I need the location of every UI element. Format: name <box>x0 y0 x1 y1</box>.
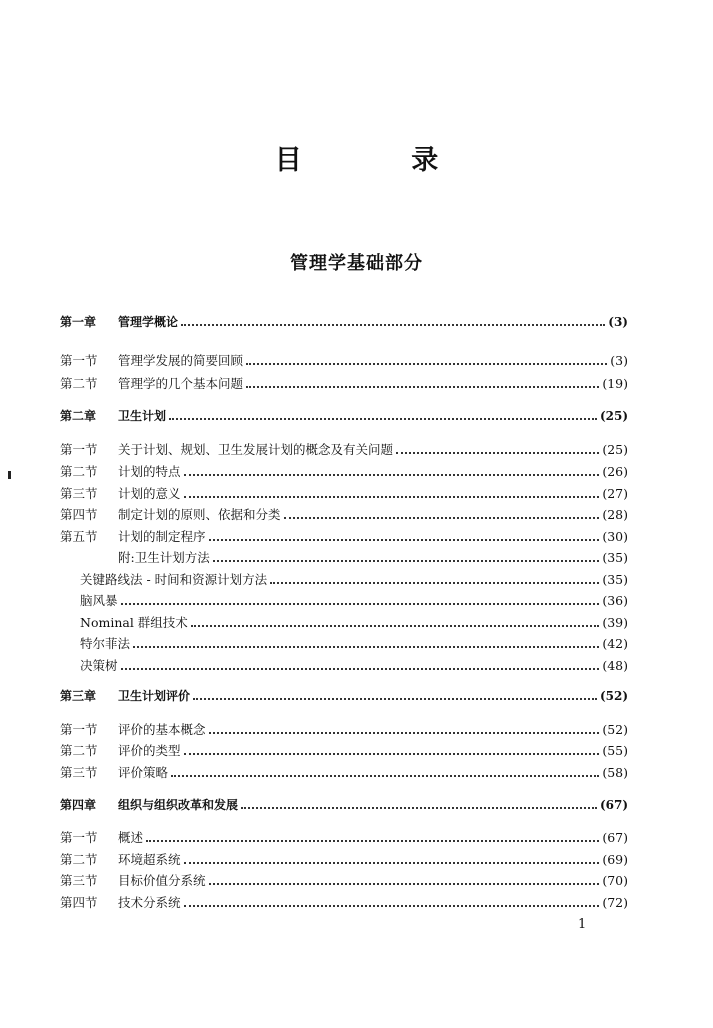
toc-entry-row <box>60 462 628 482</box>
toc-entry-row <box>60 374 628 394</box>
toc-number: 第四节 <box>60 507 98 522</box>
dot-leader <box>169 418 597 420</box>
toc-chapter-row <box>60 312 628 332</box>
dot-leader <box>184 474 600 476</box>
dot-leader <box>184 496 600 498</box>
toc-page-number: (19) <box>602 376 628 391</box>
toc-page-number: (58) <box>602 765 628 780</box>
toc-title: Nominal 群组技术 <box>80 615 188 630</box>
page-title: 目 录 <box>274 145 489 176</box>
toc-title: 脑风暴 <box>80 593 118 608</box>
toc-entry-row <box>60 570 628 590</box>
toc-entry-row <box>60 505 628 525</box>
toc-entry-row <box>60 634 628 654</box>
toc-title: 制定计划的原则、依据和分类 <box>118 507 281 522</box>
toc-title: 评价的基本概念 <box>118 722 206 737</box>
toc-page-number: (28) <box>602 507 628 522</box>
toc-title: 附:卫生计划方法 <box>118 550 210 565</box>
toc-title: 评价策略 <box>118 765 169 780</box>
toc-page-number: (25) <box>599 409 628 423</box>
toc-page-number: (35) <box>602 550 628 565</box>
dot-leader <box>270 582 599 584</box>
toc-entry-row <box>60 484 628 504</box>
toc-page-number: (35) <box>602 572 628 587</box>
toc-title: 组织与组织改革和发展 <box>118 798 239 812</box>
dot-leader <box>184 905 600 907</box>
toc-page-number: (3) <box>608 315 628 329</box>
toc-number: 第一节 <box>60 830 98 845</box>
toc-page-number: (72) <box>602 895 628 910</box>
toc-title: 计划的意义 <box>118 486 181 501</box>
toc-entry-row <box>60 720 628 740</box>
dot-leader <box>184 753 600 755</box>
toc-number: 第五节 <box>60 529 98 544</box>
toc-title: 决策树 <box>80 658 118 673</box>
toc-title: 管理学的几个基本问题 <box>118 376 244 391</box>
toc-number: 第一节 <box>60 722 98 737</box>
page-number: 1 <box>578 917 587 932</box>
toc-page-number: (67) <box>602 830 628 845</box>
toc-entry-row <box>60 591 628 611</box>
toc-entry-row <box>60 656 628 676</box>
toc-title: 评价的类型 <box>118 743 181 758</box>
toc-number: 第一节 <box>60 442 98 457</box>
dot-leader <box>193 698 597 700</box>
toc-page-number: (70) <box>602 873 628 888</box>
toc-number: 第四节 <box>60 895 98 910</box>
toc-entry-row <box>60 440 628 460</box>
toc-chapter-row <box>60 406 628 426</box>
toc-number: 第四章 <box>60 798 97 812</box>
toc-number: 第二节 <box>60 464 98 479</box>
toc-page-number: (52) <box>599 689 628 703</box>
section-title: 管理学基础部分 <box>290 253 423 274</box>
toc-number: 第一章 <box>60 315 97 329</box>
toc-page-number: (26) <box>602 464 628 479</box>
toc-page-number: (39) <box>602 615 628 630</box>
toc-title: 计划的制定程序 <box>118 529 206 544</box>
toc-page-number: (42) <box>602 636 628 651</box>
toc-entry-row <box>60 893 628 913</box>
toc-page-number: (67) <box>599 798 628 812</box>
toc-entry-row <box>60 351 628 371</box>
toc-page-number: (30) <box>602 529 628 544</box>
toc-page-number: (3) <box>610 353 628 368</box>
dot-leader <box>181 324 605 326</box>
dot-leader <box>209 539 600 541</box>
toc-page-number: (25) <box>602 442 628 457</box>
toc-title: 管理学概论 <box>118 315 179 329</box>
toc-number: 第二章 <box>60 409 97 423</box>
toc-chapter-row <box>60 795 628 815</box>
dot-leader <box>284 517 600 519</box>
dot-leader <box>246 386 599 388</box>
toc-title: 目标价值分系统 <box>118 873 206 888</box>
toc-page-number: (69) <box>602 852 628 867</box>
toc-number: 第三节 <box>60 765 98 780</box>
dot-leader <box>133 646 599 648</box>
toc-entry-row <box>60 828 628 848</box>
toc-title: 管理学发展的简要回顾 <box>118 353 244 368</box>
toc-page-number: (55) <box>602 743 628 758</box>
toc-number: 第三章 <box>60 689 97 703</box>
toc-number: 第二节 <box>60 376 98 391</box>
toc-entry-row <box>60 527 628 547</box>
dot-leader <box>146 840 599 842</box>
toc-title: 关键路线法 - 时间和资源计划方法 <box>80 572 268 587</box>
toc-page-number: (48) <box>602 658 628 673</box>
toc-page-number: (27) <box>602 486 628 501</box>
toc-entry-row <box>60 613 628 633</box>
toc-number: 第二节 <box>60 743 98 758</box>
toc-title: 卫生计划评价 <box>118 689 191 703</box>
toc-page-number: (36) <box>602 593 628 608</box>
toc-page-number: (52) <box>602 722 628 737</box>
dot-leader <box>246 363 607 365</box>
dot-leader <box>241 807 597 809</box>
dot-leader <box>191 625 600 627</box>
dot-leader <box>209 883 600 885</box>
toc-chapter-row <box>60 686 628 706</box>
toc-title: 环境超系统 <box>118 852 181 867</box>
toc-title: 计划的特点 <box>118 464 181 479</box>
toc-number: 第三节 <box>60 873 98 888</box>
dot-leader <box>184 862 600 864</box>
toc-number: 第一节 <box>60 353 98 368</box>
dot-leader <box>121 603 600 605</box>
dot-leader <box>121 668 600 670</box>
toc-entry-row <box>60 871 628 891</box>
toc-entry-row <box>60 850 628 870</box>
toc-title: 关于计划、规划、卫生发展计划的概念及有关问题 <box>118 442 394 457</box>
toc-entry-row <box>60 741 628 761</box>
toc-title: 技术分系统 <box>118 895 181 910</box>
toc-title: 概述 <box>118 830 144 845</box>
toc-number: 第三节 <box>60 486 98 501</box>
margin-mark <box>8 471 11 479</box>
toc-entry-row <box>60 763 628 783</box>
toc-number: 第二节 <box>60 852 98 867</box>
dot-leader <box>396 452 599 454</box>
toc-title: 特尔菲法 <box>80 636 131 651</box>
dot-leader <box>171 775 599 777</box>
toc-entry-row <box>60 548 628 568</box>
toc-title: 卫生计划 <box>118 409 167 423</box>
dot-leader <box>209 732 600 734</box>
dot-leader <box>213 560 600 562</box>
